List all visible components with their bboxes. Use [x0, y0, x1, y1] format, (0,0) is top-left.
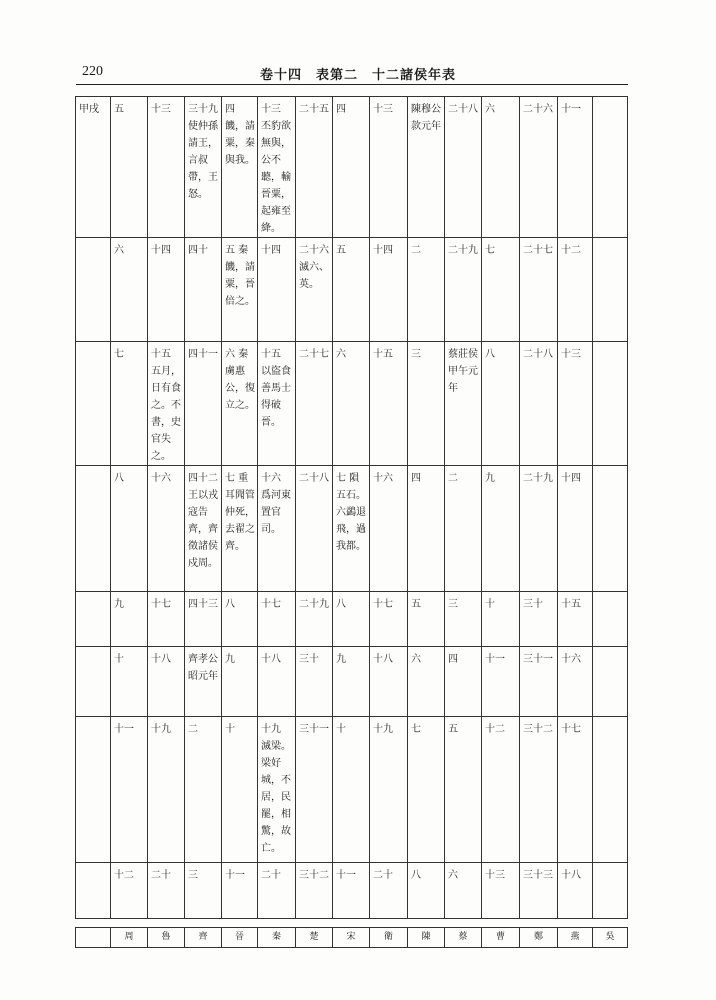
- cell-燕: 十一: [558, 97, 593, 238]
- cell-楚: 二十九: [296, 592, 333, 647]
- cell-秦: 十六 爲河東置官司。: [258, 466, 296, 592]
- cell-衛: 十七: [370, 592, 408, 647]
- cell-晉: 八: [222, 592, 258, 647]
- cell-燕: 十三: [558, 342, 593, 466]
- cell-鄭: 二十八: [520, 342, 558, 466]
- table-row: [76, 592, 628, 647]
- cell-吳: [593, 863, 628, 919]
- footer-state-周: 周: [111, 928, 148, 948]
- cell-晉: 五 秦饑，請粟，晉倍之。: [222, 238, 258, 342]
- cell-秦: 二十: [258, 863, 296, 919]
- table-row: [76, 647, 628, 717]
- cell-衛: 十五: [370, 342, 408, 466]
- cell-燕: 十五: [558, 592, 593, 647]
- cell-蔡: 蔡莊侯甲午元年: [445, 342, 482, 466]
- cell-魯: 十七: [148, 592, 185, 647]
- cell-魯: 十四: [148, 238, 185, 342]
- cell-楚: 三十二: [296, 863, 333, 919]
- cell-燕: 十二: [558, 238, 593, 342]
- gap-cell: [76, 919, 628, 928]
- cell-燕: 十四: [558, 466, 593, 592]
- footer-state-秦: 秦: [258, 928, 296, 948]
- footer-state-晉: 晉: [222, 928, 258, 948]
- cell-魯: 十九: [148, 717, 185, 863]
- cell-陳: 六: [408, 647, 445, 717]
- table-row: [76, 342, 628, 466]
- cell-曹: 十: [482, 592, 520, 647]
- year-cell: [76, 342, 111, 466]
- cell-晉: 七 重耳聞管仲死，去翟之齊。: [222, 466, 258, 592]
- footer-blank-cell: [76, 928, 111, 948]
- cell-鄭: 三十: [520, 592, 558, 647]
- cell-陳: 陳穆公款元年: [408, 97, 445, 238]
- page-number: 220: [82, 64, 103, 79]
- cell-衛: 十三: [370, 97, 408, 238]
- year-cell: 甲戌: [76, 97, 111, 238]
- cell-衛: 十六: [370, 466, 408, 592]
- cell-秦: 十五 以盜食善馬士得破晉。: [258, 342, 296, 466]
- cell-秦: 十八: [258, 647, 296, 717]
- footer-state-吳: 吳: [593, 928, 628, 948]
- footer-state-曹: 曹: [482, 928, 520, 948]
- cell-宋: 四: [333, 97, 370, 238]
- cell-宋: 十一: [333, 863, 370, 919]
- cell-曹: 七: [482, 238, 520, 342]
- cell-魯: 十八: [148, 647, 185, 717]
- cell-蔡: 五: [445, 717, 482, 863]
- cell-楚: 三十: [296, 647, 333, 717]
- cell-鄭: 二十六: [520, 97, 558, 238]
- cell-秦: 十三 丕豹欲無與，公不聽，輸晉粟，起雍至絳。: [258, 97, 296, 238]
- cell-周: 六: [111, 238, 148, 342]
- cell-吳: [593, 97, 628, 238]
- cell-蔡: 二十八: [445, 97, 482, 238]
- cell-宋: 六: [333, 342, 370, 466]
- cell-衛: 十八: [370, 647, 408, 717]
- table-row: [76, 238, 628, 342]
- cell-宋: 十: [333, 717, 370, 863]
- state-footer-row: [76, 928, 628, 948]
- cell-蔡: 六: [445, 863, 482, 919]
- cell-齊: 二: [185, 717, 222, 863]
- cell-燕: 十八: [558, 863, 593, 919]
- cell-鄭: 二十九: [520, 466, 558, 592]
- year-cell: [76, 863, 111, 919]
- cell-陳: 三: [408, 342, 445, 466]
- cell-魯: 二十: [148, 863, 185, 919]
- cell-宋: 九: [333, 647, 370, 717]
- cell-周: 十一: [111, 717, 148, 863]
- cell-宋: 五: [333, 238, 370, 342]
- table-row: [76, 466, 628, 592]
- cell-秦: 十四: [258, 238, 296, 342]
- cell-齊: 四十: [185, 238, 222, 342]
- cell-吳: [593, 342, 628, 466]
- cell-蔡: 四: [445, 647, 482, 717]
- cell-宋: 七 隕五石。六鷁退飛，過我都。: [333, 466, 370, 592]
- footer-state-齊: 齊: [185, 928, 222, 948]
- running-head: 卷十四 表第二 十二諸侯年表: [259, 68, 456, 83]
- year-cell: [76, 647, 111, 717]
- cell-鄭: 三十一: [520, 647, 558, 717]
- cell-楚: 二十七: [296, 342, 333, 466]
- cell-魯: 十五 五月，日有食之。不書，史官失之。: [148, 342, 185, 466]
- cell-齊: 四十一: [185, 342, 222, 466]
- cell-吳: [593, 466, 628, 592]
- cell-曹: 八: [482, 342, 520, 466]
- cell-楚: 二十八: [296, 466, 333, 592]
- table-row: [76, 717, 628, 863]
- cell-陳: 五: [408, 592, 445, 647]
- footer-state-魯: 魯: [148, 928, 185, 948]
- cell-吳: [593, 717, 628, 863]
- table-row: [76, 97, 628, 238]
- cell-衛: 十九: [370, 717, 408, 863]
- footer-state-蔡: 蔡: [445, 928, 482, 948]
- cell-魯: 十六: [148, 466, 185, 592]
- cell-曹: 六: [482, 97, 520, 238]
- cell-晉: 九: [222, 647, 258, 717]
- footer-state-楚: 楚: [296, 928, 333, 948]
- cell-晉: 十: [222, 717, 258, 863]
- cell-燕: 十六: [558, 647, 593, 717]
- cell-楚: 二十五: [296, 97, 333, 238]
- cell-衛: 二十: [370, 863, 408, 919]
- cell-周: 十: [111, 647, 148, 717]
- footer-state-鄭: 鄭: [520, 928, 558, 948]
- cell-秦: 十九 滅梁。梁好城，不居，民罷，相驚，故亡。: [258, 717, 296, 863]
- header-rule: [76, 84, 628, 85]
- cell-陳: 四: [408, 466, 445, 592]
- cell-陳: 八: [408, 863, 445, 919]
- cell-周: 五: [111, 97, 148, 238]
- footer-state-燕: 燕: [558, 928, 593, 948]
- cell-陳: 二: [408, 238, 445, 342]
- cell-楚: 二十六 滅六、英。: [296, 238, 333, 342]
- cell-周: 十二: [111, 863, 148, 919]
- cell-鄭: 三十二: [520, 717, 558, 863]
- footer-state-衛: 衛: [370, 928, 408, 948]
- table-gap: [76, 919, 628, 928]
- table-row: [76, 863, 628, 919]
- cell-楚: 三十一: [296, 717, 333, 863]
- cell-吳: [593, 238, 628, 342]
- cell-吳: [593, 592, 628, 647]
- footer-state-宋: 宋: [333, 928, 370, 948]
- cell-齊: 三: [185, 863, 222, 919]
- cell-齊: 三十九 使仲孫請王，言叔帶，王怒。: [185, 97, 222, 238]
- cell-曹: 十二: [482, 717, 520, 863]
- cell-晉: 四 饑，請粟，秦與我。: [222, 97, 258, 238]
- cell-周: 八: [111, 466, 148, 592]
- cell-鄭: 二十七: [520, 238, 558, 342]
- cell-齊: 齊孝公昭元年: [185, 647, 222, 717]
- cell-曹: 十一: [482, 647, 520, 717]
- cell-魯: 十三: [148, 97, 185, 238]
- cell-秦: 十七: [258, 592, 296, 647]
- cell-燕: 十七: [558, 717, 593, 863]
- cell-晉: 十一: [222, 863, 258, 919]
- cell-曹: 九: [482, 466, 520, 592]
- cell-蔡: 二十九: [445, 238, 482, 342]
- cell-周: 七: [111, 342, 148, 466]
- cell-蔡: 二: [445, 466, 482, 592]
- cell-齊: 四十三: [185, 592, 222, 647]
- year-cell: [76, 238, 111, 342]
- cell-陳: 七: [408, 717, 445, 863]
- year-cell: [76, 592, 111, 647]
- cell-吳: [593, 647, 628, 717]
- year-cell: [76, 466, 111, 592]
- cell-齊: 四十二 王以戎寇告齊，齊徵諸侯戍周。: [185, 466, 222, 592]
- cell-宋: 八: [333, 592, 370, 647]
- cell-衛: 十四: [370, 238, 408, 342]
- footer-state-陳: 陳: [408, 928, 445, 948]
- cell-蔡: 三: [445, 592, 482, 647]
- cell-鄭: 三十三: [520, 863, 558, 919]
- cell-晉: 六 秦虜惠公，復立之。: [222, 342, 258, 466]
- year-cell: [76, 717, 111, 863]
- cell-曹: 十三: [482, 863, 520, 919]
- chronology-table: [75, 96, 628, 948]
- cell-周: 九: [111, 592, 148, 647]
